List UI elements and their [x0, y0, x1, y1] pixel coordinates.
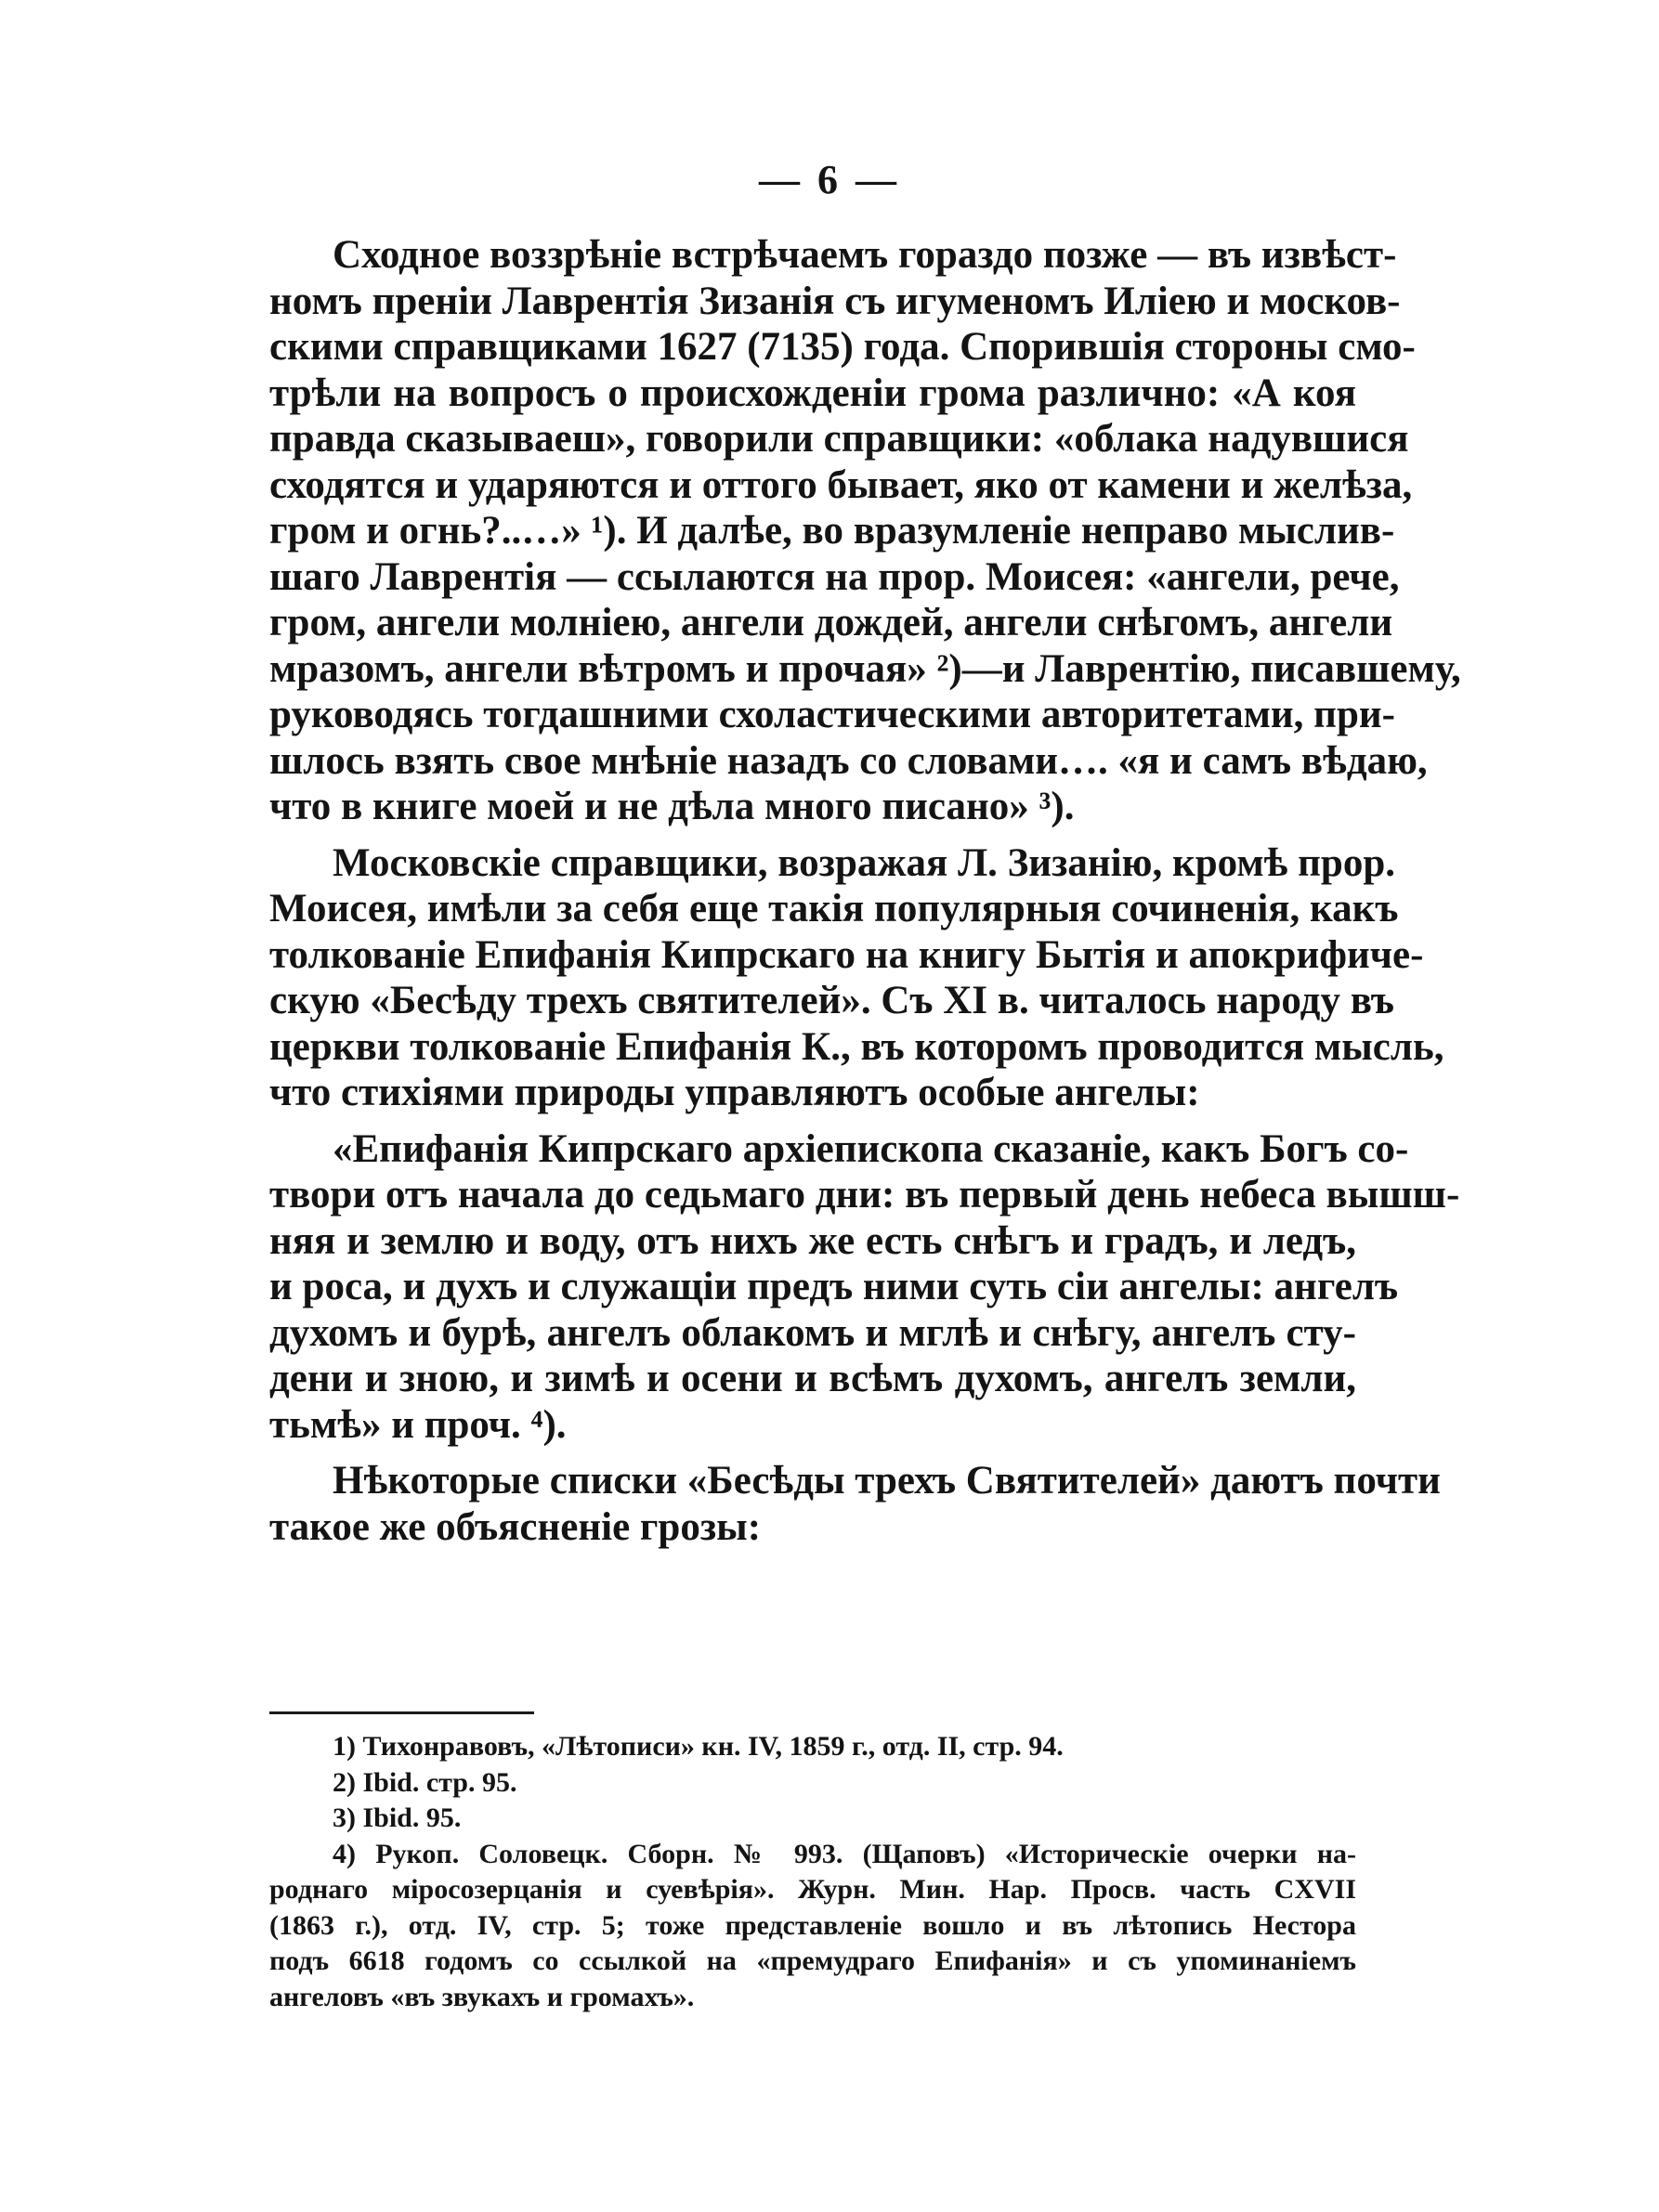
text-line: толкованіе Епифанія Кипрскаго на книгу Бытія и апокрифиче-	[269, 932, 1424, 977]
paragraph	[269, 1126, 1460, 1451]
text-line: правда сказываеш», говорили справщики: «облака надувшися	[269, 417, 1409, 461]
text-line: сходятся и ударяются и оттого бывает, яко от камени и желѣза,	[269, 462, 1413, 507]
footnote-line: 4) Рукоп. Соловецк. Сборн. № 993. (Щаповъ) «Историческіе очерки на-	[333, 1838, 1356, 1869]
text-line: Московскіе справщики, возражая Л. Зизанію, кромѣ прор.	[333, 840, 1396, 885]
text-line: скую «Бесѣду трехъ святителей». Съ XI в. читалось народу въ	[269, 979, 1394, 1022]
footnote-line: ангеловъ «въ звукахъ и громахъ».	[269, 1981, 695, 2012]
main-text	[269, 233, 1461, 1553]
footnote-line: 3) Ibid. 95.	[333, 1802, 462, 1833]
page-number: — 6 —	[759, 157, 900, 202]
text-line: Моисея, имѣли за себя еще такія популярныя сочиненія, какъ	[269, 887, 1399, 930]
text-line: шаго Лаврентія — ссылаются на прор. Моисея: «ангели, рече,	[269, 554, 1400, 599]
text-line: и роса, и духъ и служащіи предъ ними суть сіи ангелы: ангелъ	[269, 1265, 1399, 1308]
footnote-line: подъ 6618 годомъ со ссылкой на «премудраго Епифанія» и съ упоминаніемъ	[269, 1945, 1356, 1976]
footnote	[269, 1804, 1356, 1841]
text-line: тьмѣ» и проч. ⁴).	[269, 1402, 567, 1447]
text-line: трѣли на вопросъ о происхожденіи грома различно: «А коя	[269, 371, 1356, 415]
text-line: няя и землю и воду, отъ нихъ же есть снѣгъ и градъ, и ледъ,	[269, 1218, 1356, 1263]
paragraph	[269, 840, 1444, 1119]
text-line: дени и зною, и зимѣ и осени и всѣмъ духомъ, ангелъ земли,	[269, 1357, 1356, 1400]
text-line: руководясь тогдашними схоластическими авторитетами, при-	[269, 693, 1395, 736]
text-line: Нѣкоторые списки «Бесѣды трехъ Святителей» даютъ почти	[333, 1459, 1441, 1503]
footnote-line: роднаго міросозерцанія и суевѣрія». Журн. Мин. Нар. Просв. часть CXVII	[269, 1874, 1356, 1905]
text-line: шлось взять свое мнѣніе назадъ со словами…. «я и самъ вѣдаю,	[269, 738, 1428, 783]
footnote	[269, 1733, 1356, 1769]
footnote	[269, 1766, 1356, 1805]
paragraph	[269, 1459, 1441, 1553]
text-line: мразомъ, ангели вѣтромъ и прочая» ²)—и Лаврентію, писавшему,	[269, 646, 1461, 691]
text-line: скими справщиками 1627 (7135) года. Спорившія стороны смо-	[269, 325, 1416, 369]
footnote-line: 2) Ibid. стр. 95.	[333, 1766, 517, 1798]
paragraph	[269, 233, 1461, 833]
text-line: церкви толкованіе Епифанія К., въ которомъ проводится мысль,	[269, 1024, 1444, 1069]
text-line: что стихіями природы управляютъ особые ангелы:	[269, 1071, 1200, 1114]
text-line: номъ преніи Лаврентія Зизанія съ игуменомъ Иліею и москов-	[269, 279, 1401, 323]
text-line: гром, ангели молніею, ангели дождей, ангели снѣгомъ, ангели	[269, 601, 1393, 644]
text-line: «Епифанія Кипрскаго архіепископа сказаніе, какъ Богъ со-	[333, 1126, 1409, 1171]
text-line: что в книге моей и не дѣла много писано» ³).	[269, 785, 1075, 828]
footnotes	[269, 1733, 1356, 2019]
text-line: такое же объясненіе грозы:	[269, 1504, 762, 1549]
footnote-separator	[269, 1711, 534, 1714]
text-line: Сходное воззрѣніе встрѣчаемъ гораздо позже — въ извѣст-	[333, 233, 1397, 277]
footnote-line: (1863 г.), отд. IV, стр. 5; тоже представленіе вошло и въ лѣтопись Нестора	[269, 1909, 1356, 1941]
footnote	[269, 1838, 1356, 2020]
footnote-line: 1) Тихонравовъ, «Лѣтописи» кн. IV, 1859 г., отд. II, стр. 94.	[333, 1731, 1064, 1762]
text-line: духомъ и бурѣ, ангелъ облакомъ и мглѣ и снѣгу, ангелъ сту-	[269, 1310, 1356, 1355]
text-line: твори отъ начала до седьмаго дни: въ первый день небеса вышш-	[269, 1173, 1460, 1217]
text-line: гром и огнь?..…» ¹). И далѣе, во вразумленіе неправо мыслив-	[269, 509, 1395, 553]
